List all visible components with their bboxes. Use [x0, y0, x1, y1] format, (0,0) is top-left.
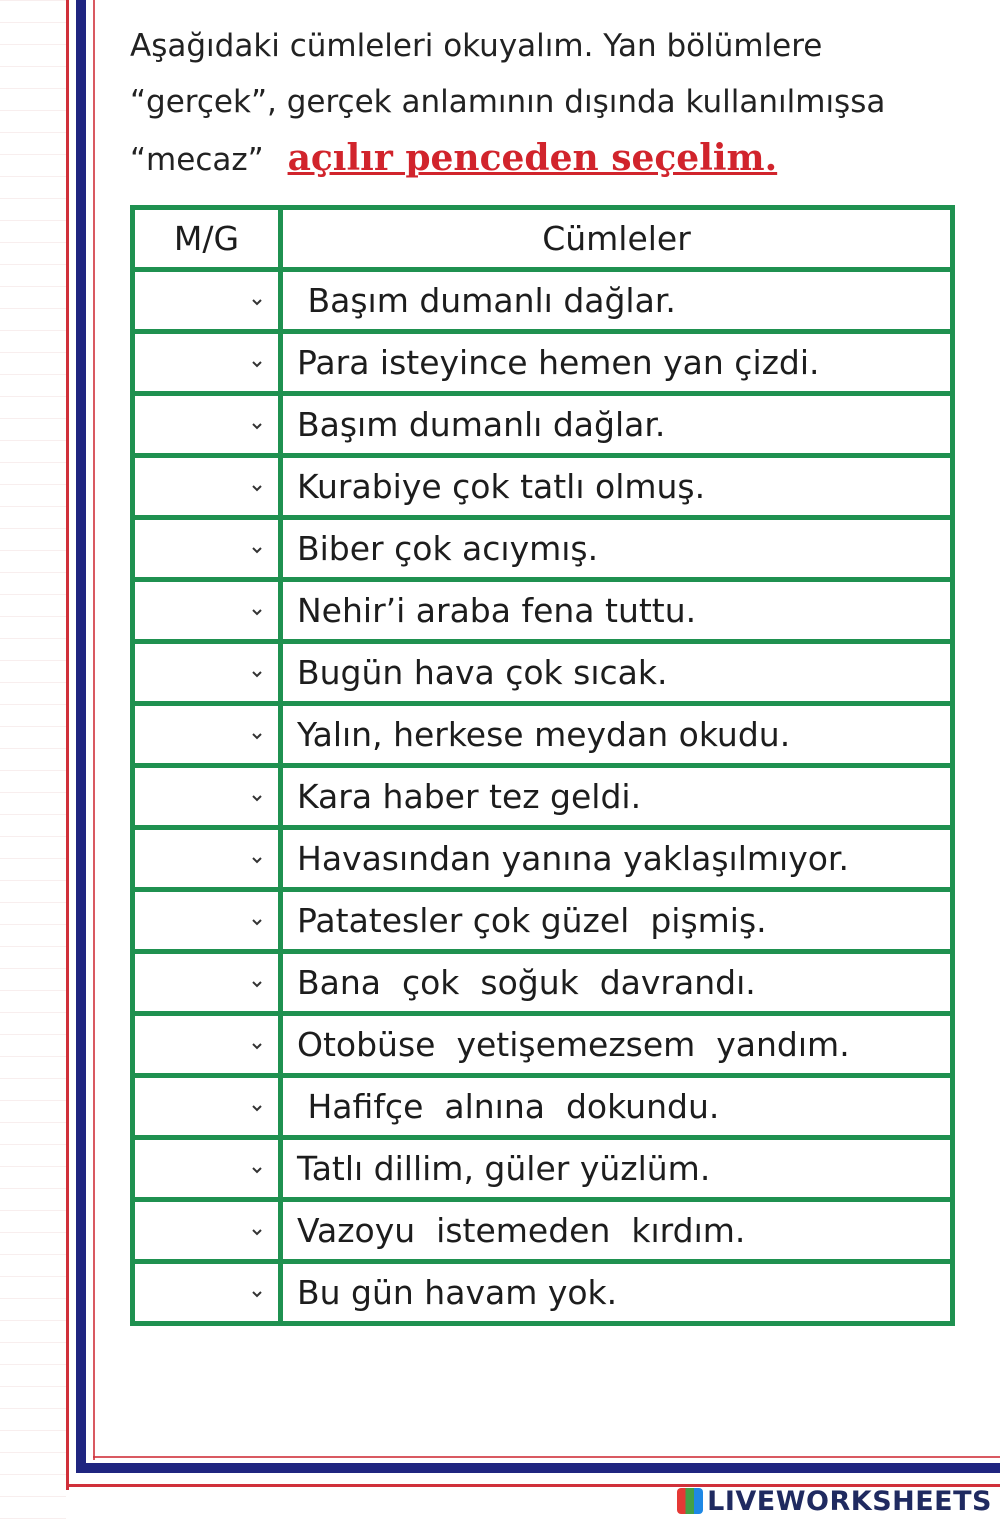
- mg-answer-cell: [133, 518, 281, 580]
- mg-dropdown[interactable]: [145, 406, 265, 446]
- mg-answer-cell: [133, 642, 281, 704]
- table-row: [133, 642, 953, 704]
- table-row: [133, 332, 953, 394]
- table-row: [133, 1076, 953, 1138]
- mg-dropdown[interactable]: [145, 282, 265, 322]
- sentence-cell: Bana çok soğuk davrandı.: [281, 952, 953, 1014]
- mg-answer-cell: [133, 1076, 281, 1138]
- instructions-line-3: “mecaz”: [130, 142, 264, 178]
- table-row: [133, 952, 953, 1014]
- instructions-highlight: açılır penceden seçelim.: [287, 137, 778, 179]
- sentence-cell: Havasından yanına yaklaşılmıyor.: [281, 828, 953, 890]
- mg-dropdown[interactable]: [145, 344, 265, 384]
- sentence-cell: Nehir’i araba fena tuttu.: [281, 580, 953, 642]
- sentence-cell: Patatesler çok güzel pişmiş.: [281, 890, 953, 952]
- table-row: [133, 456, 953, 518]
- liveworksheets-logo: [677, 1486, 992, 1516]
- sentence-cell: Kurabiye çok tatlı olmuş.: [281, 456, 953, 518]
- mg-answer-cell: [133, 456, 281, 518]
- mg-dropdown[interactable]: [145, 716, 265, 756]
- table-header-row: [133, 208, 953, 270]
- mg-answer-cell: [133, 1138, 281, 1200]
- instructions: [130, 18, 945, 188]
- mg-answer-cell: [133, 828, 281, 890]
- header-mg: M/G: [133, 208, 281, 270]
- table-row: [133, 270, 953, 332]
- page-margin-grid: [0, 0, 66, 1522]
- sentence-cell: Bu gün havam yok.: [281, 1262, 953, 1324]
- sentence-cell: Otobüse yetişemezsem yandım.: [281, 1014, 953, 1076]
- mg-answer-cell: [133, 270, 281, 332]
- table-row: [133, 580, 953, 642]
- table-row: [133, 394, 953, 456]
- frame-border: [93, 0, 95, 1460]
- mg-dropdown[interactable]: [145, 840, 265, 880]
- mg-answer-cell: [133, 1014, 281, 1076]
- mg-answer-cell: [133, 952, 281, 1014]
- sentence-cell: Yalın, herkese meydan okudu.: [281, 704, 953, 766]
- table-row: [133, 518, 953, 580]
- table-body: [133, 270, 953, 1324]
- frame-border: [76, 0, 86, 1470]
- sentence-cell: Başım dumanlı dağlar.: [281, 394, 953, 456]
- mg-dropdown[interactable]: [145, 592, 265, 632]
- mg-dropdown[interactable]: [145, 1026, 265, 1066]
- mg-dropdown[interactable]: [145, 964, 265, 1004]
- mg-dropdown[interactable]: [145, 654, 265, 694]
- mg-answer-cell: [133, 1262, 281, 1324]
- mg-dropdown[interactable]: [145, 1274, 265, 1314]
- sentence-cell: Kara haber tez geldi.: [281, 766, 953, 828]
- mg-answer-cell: [133, 332, 281, 394]
- table-row: [133, 766, 953, 828]
- mg-answer-cell: [133, 766, 281, 828]
- sentence-cell: Biber çok acıymış.: [281, 518, 953, 580]
- sentence-cell: Tatlı dillim, güler yüzlüm.: [281, 1138, 953, 1200]
- mg-answer-cell: [133, 704, 281, 766]
- mg-dropdown[interactable]: [145, 902, 265, 942]
- table-row: [133, 1200, 953, 1262]
- sentence-cell: Para isteyince hemen yan çizdi.: [281, 332, 953, 394]
- mg-answer-cell: [133, 1200, 281, 1262]
- sentence-cell: Hafifçe alnına dokundu.: [281, 1076, 953, 1138]
- mg-answer-cell: [133, 394, 281, 456]
- table-row: [133, 1014, 953, 1076]
- mg-answer-cell: [133, 580, 281, 642]
- frame-border: [93, 1456, 1000, 1458]
- mg-dropdown[interactable]: [145, 1212, 265, 1252]
- mg-answer-cell: [133, 890, 281, 952]
- frame-corner: [66, 1442, 106, 1487]
- mg-dropdown[interactable]: [145, 530, 265, 570]
- mg-dropdown[interactable]: [145, 468, 265, 508]
- mg-dropdown[interactable]: [145, 778, 265, 818]
- sentence-cell: Bugün hava çok sıcak.: [281, 642, 953, 704]
- instructions-line-1: Aşağıdaki cümleleri okuyalım. Yan bölümlere: [130, 28, 823, 64]
- frame-border: [66, 0, 69, 1490]
- table-row: [133, 704, 953, 766]
- brand-text: LIVEWORKSHEETS: [707, 1485, 992, 1517]
- table-row: [133, 828, 953, 890]
- liveworksheets-logo-icon: [677, 1488, 703, 1514]
- sentence-cell: Başım dumanlı dağlar.: [281, 270, 953, 332]
- sentence-cell: Vazoyu istemeden kırdım.: [281, 1200, 953, 1262]
- table-row: [133, 1138, 953, 1200]
- sentences-table: [130, 205, 955, 1326]
- mg-dropdown[interactable]: [145, 1088, 265, 1128]
- table-row: [133, 1262, 953, 1324]
- header-sentences: Cümleler: [281, 208, 953, 270]
- frame-border: [76, 1463, 1000, 1473]
- mg-dropdown[interactable]: [145, 1150, 265, 1190]
- instructions-line-2: “gerçek”, gerçek anlamının dışında kullanılmışsa: [130, 84, 886, 120]
- table-row: [133, 890, 953, 952]
